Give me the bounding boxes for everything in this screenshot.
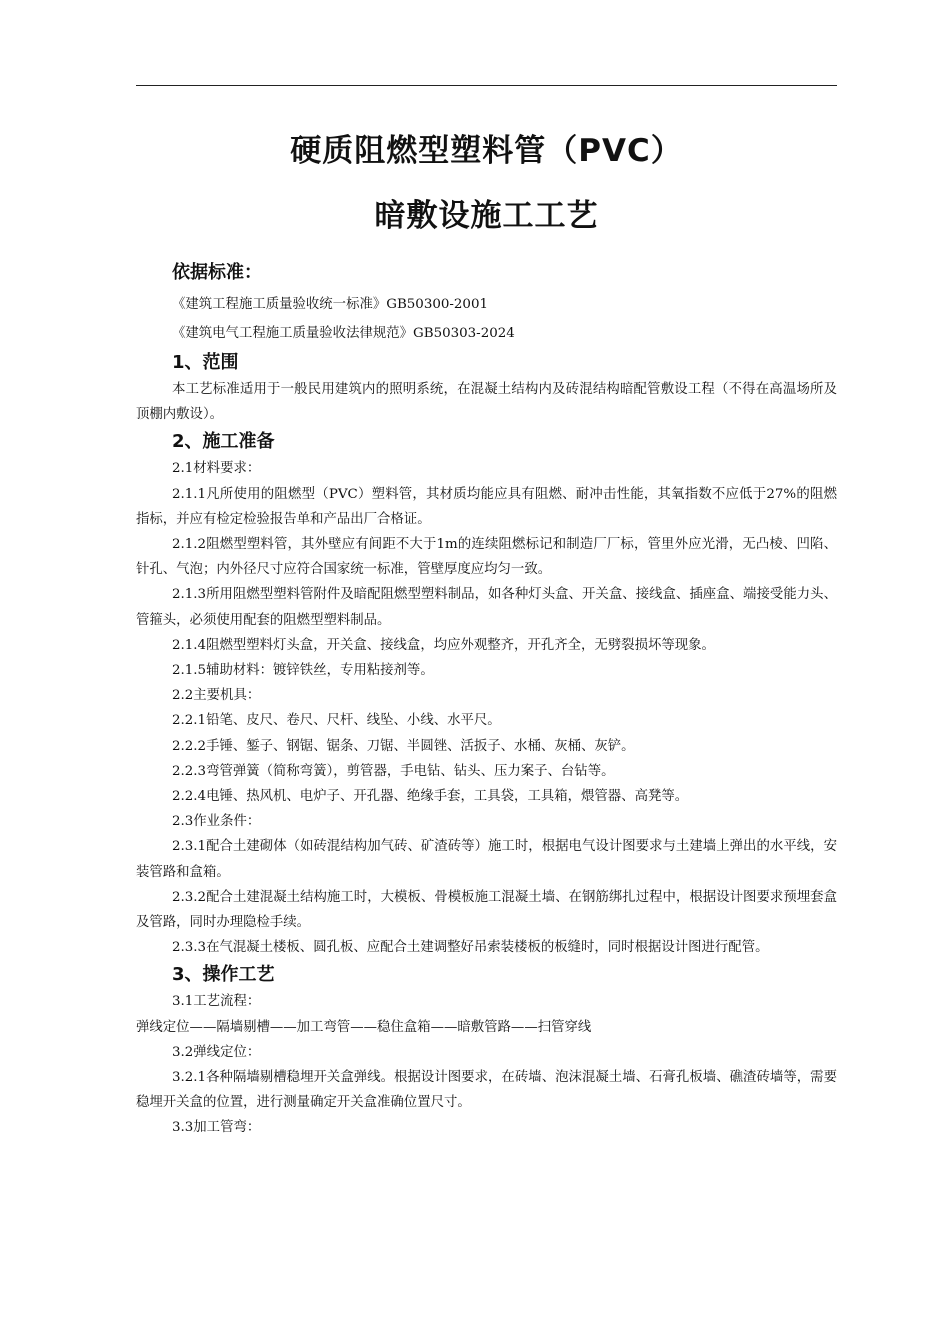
paragraph: 2.2.2手锤、錾子、钢锯、锯条、刀锯、半圆锉、活扳子、水桶、灰桶、灰铲。 [172, 738, 635, 754]
document-body [136, 256, 837, 1141]
paragraph: 3.2弹线定位： [172, 1044, 261, 1060]
top-rule [136, 85, 837, 86]
basis-heading: 依据标准： [172, 262, 262, 283]
paragraph: 2.1.1凡所使用的阻燃型（PVC）塑料管，其材质均能应具有阻燃、耐冲击性能，其氧指数不应低于27%的阻燃指标，并应有检定检验报告单和产品出厂合格证。 [136, 486, 837, 527]
section-heading-preparation: 2、施工准备 [172, 431, 275, 453]
paragraph: 2.2.3弯管弹簧（简称弯簧），剪管器，手电钻、钻头、压力案子、台钻等。 [172, 763, 615, 779]
section-heading-operation: 3、操作工艺 [172, 964, 275, 986]
paragraph: 2.1材料要求： [172, 461, 261, 477]
paragraph: 2.2.1铅笔、皮尺、卷尺、尺杆、线坠、小线、水平尺。 [172, 713, 501, 729]
paragraph: 3.2.1各种隔墙剔槽稳埋开关盒弹线。根据设计图要求，在砖墙、泡沫混凝土墙、石膏孔板墙、礁渣砖墙等，需要稳埋开关盒的位置，进行测量确定开关盒准确位置尺寸。 [136, 1070, 837, 1111]
section-heading-scope: 1、范围 [172, 352, 239, 373]
document-title-line1: 硬质阻燃型塑料管（PVC） [290, 133, 683, 169]
standard-item: 《建筑工程施工质量验收统一标准》GB50300-2001 [172, 297, 488, 312]
paragraph: 2.3作业条件： [172, 814, 261, 830]
process-flow: 弹线定位——隔墙剔槽——加工弯管——稳住盒箱——暗敷管路——扫管穿线 [136, 1019, 592, 1035]
document-title-line2: 暗敷设施工工艺 [374, 198, 599, 234]
paragraph: 2.3.1配合土建砌体（如砖混结构加气砖、矿渣砖等）施工时，根据电气设计图要求与土建墙上弹出的水平线，安装管路和盒箱。 [136, 839, 837, 880]
paragraph: 2.3.3在气混凝土楼板、圆孔板、应配合土建调整好吊索装楼板的板缝时，同时根据设计图进行配管。 [172, 940, 769, 956]
paragraph: 2.1.2阻燃型塑料管，其外壁应有间距不大于1m的连续阻燃标记和制造厂厂标，管里外应光滑，无凸棱、凹陷、针孔、气泡；内外径尺寸应符合国家统一标准，管壁厚度应均匀一致。 [136, 537, 837, 578]
paragraph: 2.2.4电锤、热风机、电炉子、开孔器、绝缘手套，工具袋，工具箱，煨管器、高凳等。 [172, 789, 689, 805]
paragraph: 2.2主要机具： [172, 688, 261, 704]
paragraph: 3.3加工管弯： [172, 1120, 261, 1136]
paragraph: 2.1.4阻燃型塑料灯头盒，开关盒、接线盒，均应外观整齐，开孔齐全，无劈裂损坏等现象。 [172, 637, 715, 653]
standard-item: 《建筑电气工程施工质量验收法律规范》GB50303-2024 [172, 326, 515, 341]
paragraph: 3.1工艺流程： [172, 994, 261, 1010]
paragraph: 2.3.2配合土建混凝土结构施工时，大模板、骨模板施工混凝土墙、在钢筋绑扎过程中，根据设计图要求预埋套盒及管路，同时办理隐检手续。 [136, 889, 837, 931]
paragraph: 2.1.3所用阻燃型塑料管附件及暗配阻燃型塑料制品，如各种灯头盒、开关盒、接线盒、插座盒、端接受能力头、管箍头，必须使用配套的阻燃型塑料制品。 [136, 587, 837, 628]
paragraph: 本工艺标准适用于一般民用建筑内的照明系统，在混凝土结构内及砖混结构暗配管敷设工程（不得在高温场所及顶棚内敷设）。 [136, 382, 837, 423]
paragraph: 2.1.5辅助材料：镀锌铁丝，专用粘接剂等。 [172, 663, 434, 679]
